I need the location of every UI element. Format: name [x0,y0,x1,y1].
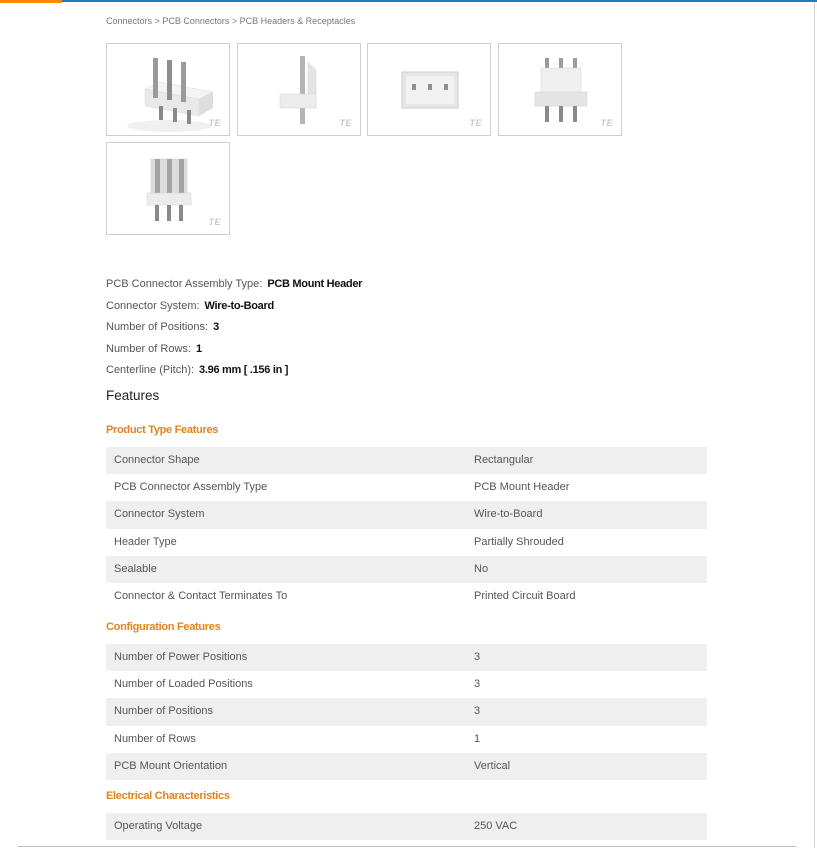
spec-label: Number of Positions: [106,321,209,333]
spec-label: Centerline (Pitch): [106,364,195,376]
spec-rows [106,339,362,361]
breadcrumb [106,16,355,26]
row-key: Sealable [114,562,157,575]
spec-value: Wire-to-Board [204,299,274,312]
table-row [106,583,707,610]
right-divider [814,2,815,848]
row-key: Header Type [114,535,177,548]
row-key: Connector & Contact Terminates To [114,589,288,602]
table-product-type-features [106,447,707,610]
top-bar [0,0,817,2]
spec-label: PCB Connector Assembly Type: [106,278,263,290]
row-key: PCB Mount Orientation [114,759,228,772]
row-key: Number of Loaded Positions [114,678,253,691]
row-value: Printed Circuit Board [474,589,576,602]
row-value: 3 [474,651,481,663]
te-logo: TE [600,118,613,128]
spec-value: 1 [195,342,202,355]
spec-assembly-type [106,274,362,296]
thumbnail-isometric-view[interactable] [106,43,230,136]
row-value: No [474,562,489,575]
bottom-divider [18,846,796,847]
row-key: Connector System [114,508,205,521]
breadcrumb-link-pcb-headers[interactable]: PCB Headers & Receptacles [239,16,356,26]
te-logo: TE [208,118,221,128]
spec-label: Number of Rows: [106,342,191,355]
spec-label: Connector System: [106,299,200,312]
breadcrumb-separator: > [154,16,160,26]
breadcrumb-link-pcb-connectors[interactable]: PCB Connectors [162,16,230,26]
row-value: PCB Mount Header [474,481,570,494]
spec-value: 3.96 mm [ .156 in ] [199,364,289,376]
section-title-configuration: Configuration Features [106,621,221,633]
spec-positions [106,317,362,339]
row-value: Partially Shrouded [474,535,564,548]
thumbnail-rear-view[interactable] [106,142,230,235]
thumbnail-side-view[interactable] [237,43,361,136]
spec-pitch [106,360,362,382]
row-value: 3 [474,678,481,691]
thumbnail-top-view[interactable] [367,43,491,136]
te-logo: TE [339,118,352,128]
table-row [106,671,707,698]
row-value: 3 [474,705,481,718]
thumbnail-front-view[interactable] [498,43,622,136]
key-specs [106,274,362,382]
table-row [106,726,707,753]
row-key: Operating Voltage [114,820,203,832]
row-key: Number of Power Positions [114,651,248,663]
te-logo: TE [208,217,221,227]
spec-connector-system [106,296,362,318]
table-row [106,753,707,780]
row-value: 250 VAC [474,820,518,832]
row-key: Number of Rows [114,732,196,745]
row-key: Connector Shape [114,454,200,466]
table-row [106,474,707,501]
table-row [106,529,707,556]
breadcrumb-separator: > [231,16,238,26]
top-bar-accent [0,0,62,3]
row-value: Vertical [474,759,511,772]
features-heading: Features [106,388,160,403]
row-value: Wire-to-Board [474,508,543,521]
breadcrumb-link-connectors[interactable]: Connectors [106,16,153,26]
section-title-electrical: Electrical Characteristics [106,790,230,802]
table-row [106,556,707,583]
table-row [106,644,707,671]
table-row [106,447,707,474]
section-title-product-type: Product Type Features [106,424,219,436]
table-row [106,698,707,725]
table-configuration-features [106,644,707,780]
spec-value: 3 [213,321,219,333]
table-electrical-characteristics [106,813,707,840]
row-key: PCB Connector Assembly Type [114,481,268,494]
row-value: 1 [474,732,481,745]
table-row [106,501,707,528]
row-key: Number of Positions [114,705,214,718]
table-row [106,813,707,840]
spec-value: PCB Mount Header [267,278,363,290]
row-value: Rectangular [474,454,534,466]
te-logo: TE [469,118,482,128]
